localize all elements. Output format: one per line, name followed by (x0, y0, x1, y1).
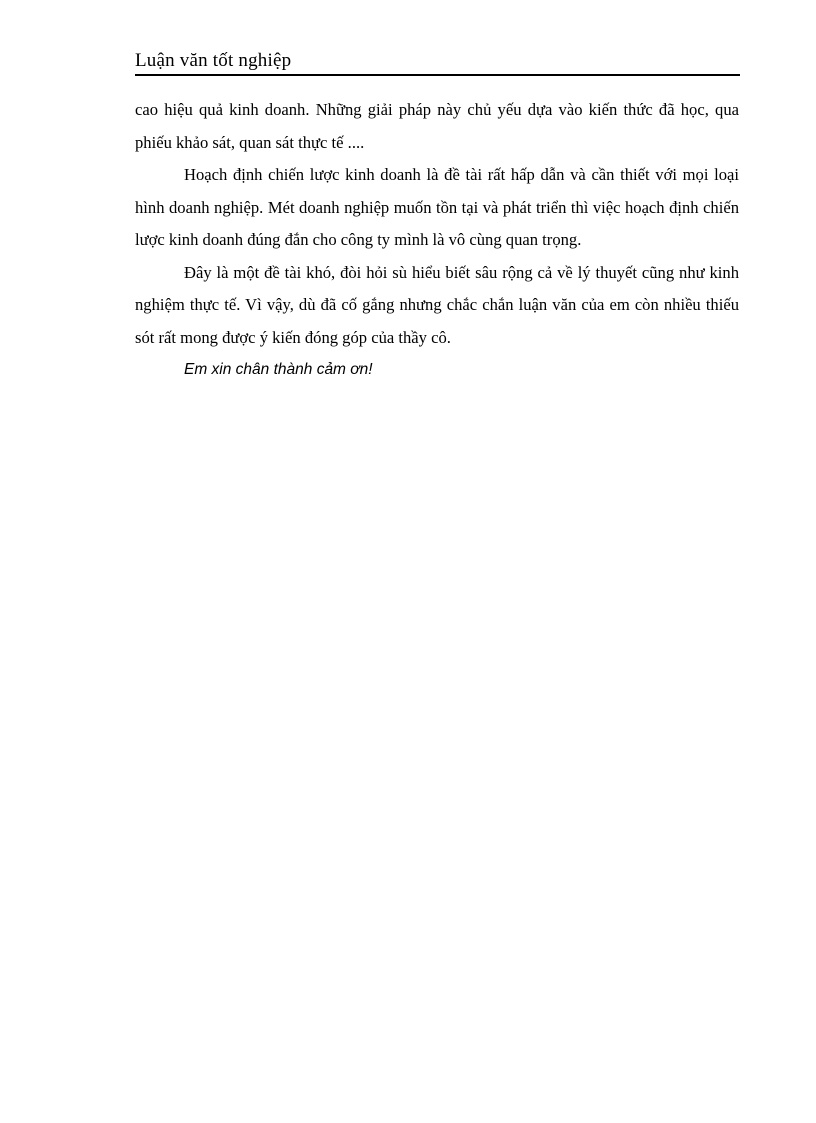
body-text (135, 94, 739, 387)
paragraph: cao hiệu quả kinh doanh. Những giải pháp này chủ yếu dựa vào kiến thức đã học, qua phiếu khảo sát, quan sát thực tế .... (135, 100, 739, 152)
header-title: Luận văn tốt nghiệp (135, 50, 292, 71)
closing-line: Em xin chân thành cảm ơn! (184, 361, 373, 378)
paragraph: Hoạch định chiến lược kinh doanh là đề tài rất hấp dẫn và cần thiết với mọi loại hình doanh nghiệp. Mét doanh nghiệp muốn tồn tại và phát triển thì việc hoạch định chiến lược kinh doanh đúng đắn cho công ty mình là vô cùng quan trọng. (135, 165, 739, 249)
page-header (135, 48, 740, 76)
paragraph: Đây là một đề tài khó, đòi hỏi sù hiểu biết sâu rộng cả về lý thuyết cũng như kinh nghiệm thực tế. Vì vậy, dù đã cố gắng nhưng chắc chắn luận văn của em còn nhiều thiếu sót rất mong được ý kiến đóng góp của thầy cô. (135, 262, 739, 347)
